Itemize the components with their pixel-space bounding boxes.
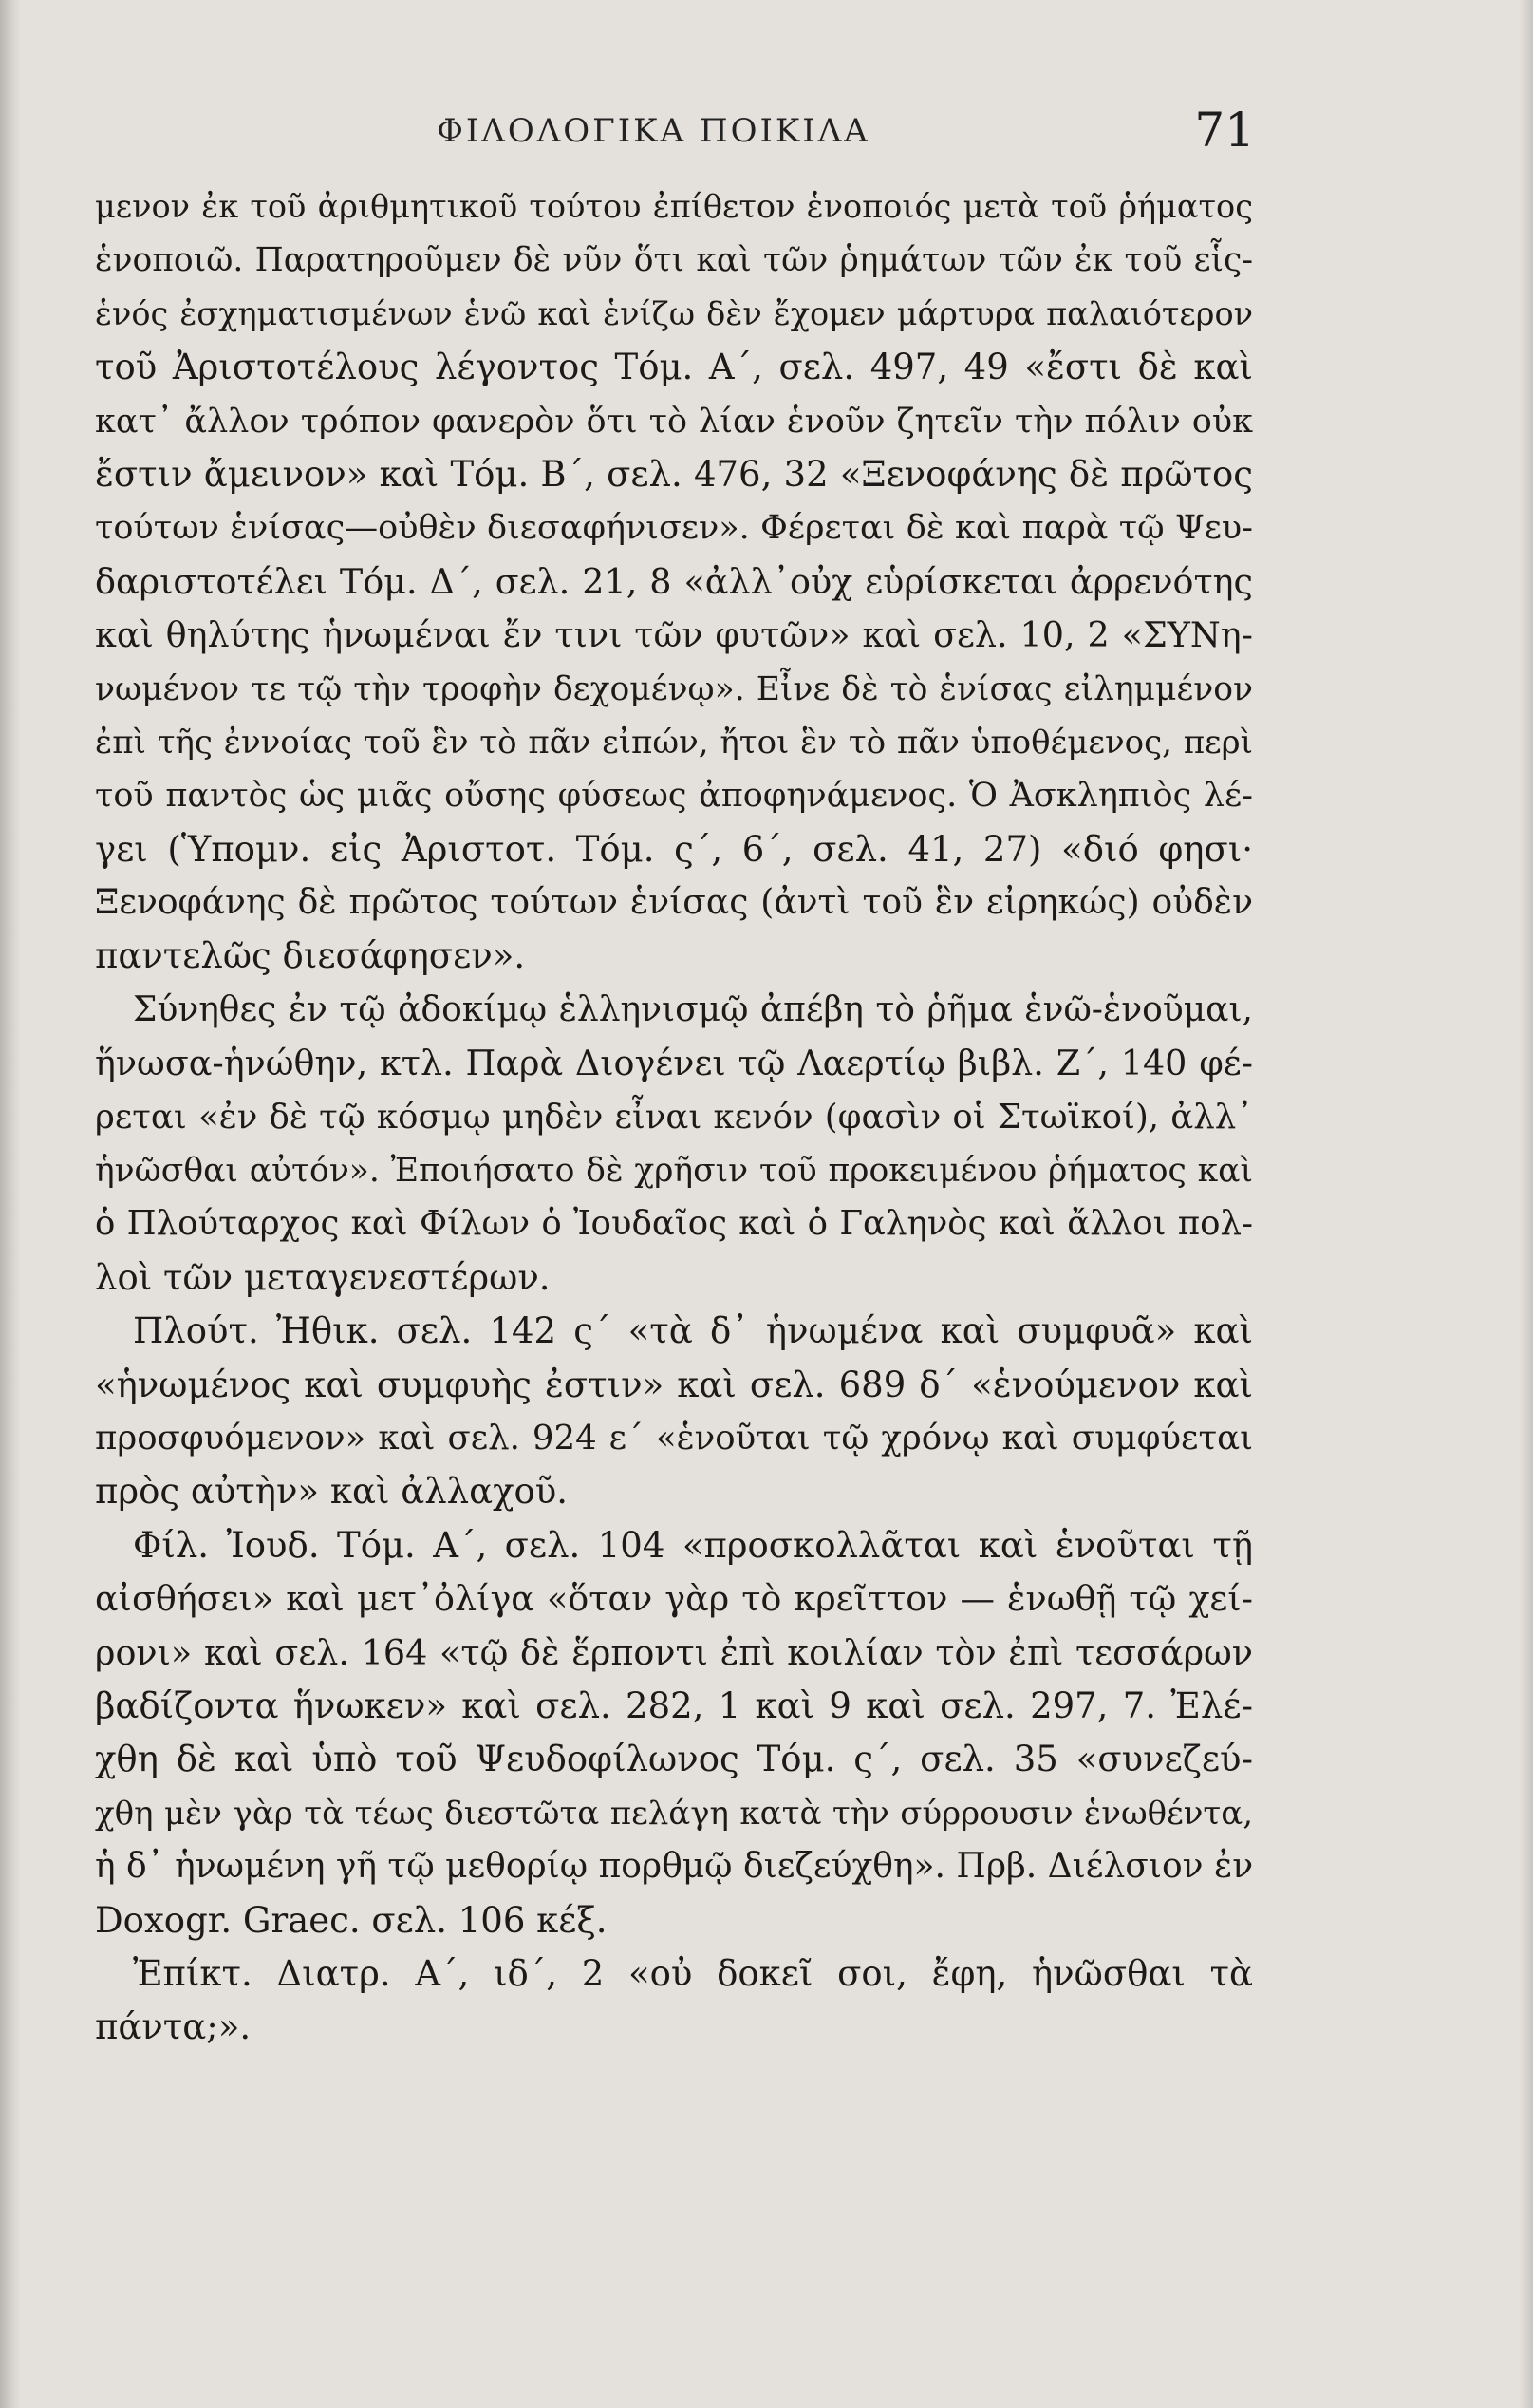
text-line: τούτων ἑνίσας—οὐθὲν διεσαφήνισεν». Φέρεται δὲ καὶ παρὰ τῷ Ψευ- [95,509,1253,548]
page-edge-shadow [1520,0,1533,2408]
text-line: δαριστοτέλει Τόμ. Δ΄, σελ. 21, 8 «ἀλλ᾽οὐχ εὑρίσκεται ἀρρενότης [95,560,1253,602]
text-line: Ξενοφάνης δὲ πρῶτος τούτων ἑνίσας (ἀντὶ τοῦ ἓν εἰρηκώς) οὐδὲν [95,883,1253,923]
text-line: αἰσθήσει» καὶ μετ᾽ὀλίγα «ὅταν γὰρ τὸ κρεῖττον — ἑνωθῇ τῷ χεί- [95,1578,1253,1620]
text-line: λοὶ τῶν μεταγενεστέρων. [95,1256,551,1298]
text-line: Φίλ. Ἰουδ. Τόμ. Α΄, σελ. 104 «προσκολλᾶται καὶ ἑνοῦται τῇ [133,1524,1253,1566]
text-line: βαδίζοντα ἥνωκεν» καὶ σελ. 282, 1 καὶ 9 καὶ σελ. 297, 7. Ἐλέ- [95,1684,1253,1726]
running-head [95,103,1255,169]
text-line: ἔστιν ἄμεινον» καὶ Τόμ. Β΄, σελ. 476, 32 «Ξενοφάνης δὲ πρῶτος [95,453,1253,495]
body-text [95,180,1253,2055]
text-line: γει (Ὑπομν. εἰς Ἀριστοτ. Τόμ. ς΄, 6΄, σελ. 41, 27) «διό φησι· [95,828,1253,870]
text-line: παντελῶς διεσάφησεν». [95,935,526,977]
text-line: ρεται «ἐν δὲ τῷ κόσμῳ μηδὲν εἶναι κενόν (φασὶν οἱ Στωϊκοί), ἀλλ᾽ [95,1097,1253,1137]
text-line: ἐπὶ τῆς ἐννοίας τοῦ ἓν τὸ πᾶν εἰπών, ἤτοι ἓν τὸ πᾶν ὑποθέμενος, περὶ [95,723,1253,762]
text-line: μενον ἐκ τοῦ ἀριθμητικοῦ τούτου ἐπίθετον ἑνοποιός μετὰ τοῦ ῥήματος [95,188,1253,225]
text-line: καὶ θηλύτης ἡνωμέναι ἔν τινι τῶν φυτῶν» καὶ σελ. 10, 2 «ΣΥΝη- [95,614,1253,656]
text-line: τοῦ Ἀριστοτέλους λέγοντος Τόμ. Α΄, σελ. 497, 49 «ἔστι δὲ καὶ [95,347,1253,388]
text-line: ρονι» καὶ σελ. 164 «τῷ δὲ ἕρποντι ἐπὶ κοιλίαν τὸν ἐπὶ τεσσάρων [95,1631,1253,1673]
text-line: ἑνός ἐσχηματισμένων ἑνῶ καὶ ἑνίζω δὲν ἔχομεν μάρτυρα παλαιότερον [95,294,1253,332]
text-line: ἡ δ᾽ ἡνωμένη γῆ τῷ μεθορίῳ πορθμῷ διεζεύχθη». Πρβ. Διέλσιον ἐν [95,1847,1253,1887]
text-line: πάντα;». [95,2006,252,2048]
text-line: χθη μὲν γὰρ τὰ τέως διεστῶτα πελάγη κατὰ τὴν σύρρουσιν ἑνωθέντα, [95,1794,1253,1833]
text-line: «ἡνωμένος καὶ συμφυὴς ἐστιν» καὶ σελ. 689 δ΄ «ἑνούμενον καὶ [95,1364,1253,1405]
binding-shadow [0,0,21,2408]
text-line: τοῦ παντὸς ὡς μιᾶς οὔσης φύσεως ἀποφηνάμενος. Ὁ Ἀσκληπιὸς λέ- [95,777,1253,816]
text-line: ἑνοποιῶ. Παρατηροῦμεν δὲ νῦν ὅτι καὶ τῶν ῥημάτων τῶν ἐκ τοῦ εἷς- [95,241,1253,280]
text-line: Σύνηθες ἐν τῷ ἀδοκίμῳ ἑλληνισμῷ ἀπέβη τὸ ῥῆμα ἑνῶ-ἑνοῦμαι, [133,989,1253,1029]
text-line: ἡνῶσθαι αὐτόν». Ἐποιήσατο δὲ χρῆσιν τοῦ προκειμένου ῥήματος καὶ [95,1152,1253,1191]
text-line: χθη δὲ καὶ ὑπὸ τοῦ Ψευδοφίλωνος Τόμ. ς΄, σελ. 35 «συνεζεύ- [95,1739,1253,1780]
running-title: ΦΙΛΟΛΟΓΙΚΑ ΠΟΙΚΙΛΑ [437,112,870,150]
text-line: Ἐπίκτ. Διατρ. Α΄, ιδ΄, 2 «οὐ δοκεῖ σοι, ἔφη, ἡνῶσθαι τὰ [133,1952,1253,1994]
text-line: πρὸς αὐτὴν» καὶ ἀλλαχοῦ. [95,1471,569,1513]
text-line: ὁ Πλούταρχος καὶ Φίλων ὁ Ἰουδαῖος καὶ ὁ Γαληνὸς καὶ ἄλλοι πολ- [95,1204,1253,1244]
text-line: Doxogr. Graec. σελ. 106 κέξ. [95,1899,608,1941]
text-line: νωμένον τε τῷ τὴν τροφὴν δεχομένῳ». Εἶνε δὲ τὸ ἑνίσας εἰλημμένον [95,669,1253,708]
text-line: προσφυόμενον» καὶ σελ. 924 ε΄ «ἑνοῦται τῷ χρόνῳ καὶ συμφύεται [95,1418,1253,1458]
page-number: 71 [1194,103,1255,158]
text-line: κατ᾽ ἄλλον τρόπον φανερὸν ὅτι τὸ λίαν ἑνοῦν ζητεῖν τὴν πόλιν οὐκ [95,402,1253,441]
text-line: ἥνωσα-ἡνώθην, κτλ. Παρὰ Διογένει τῷ Λαερτίῳ βιβλ. Ζ΄, 140 φέ- [95,1043,1253,1084]
text-line: Πλούτ. Ἠθικ. σελ. 142 ς΄ «τὰ δ᾽ ἡνωμένα καὶ συμφυᾶ» καὶ [133,1310,1253,1352]
